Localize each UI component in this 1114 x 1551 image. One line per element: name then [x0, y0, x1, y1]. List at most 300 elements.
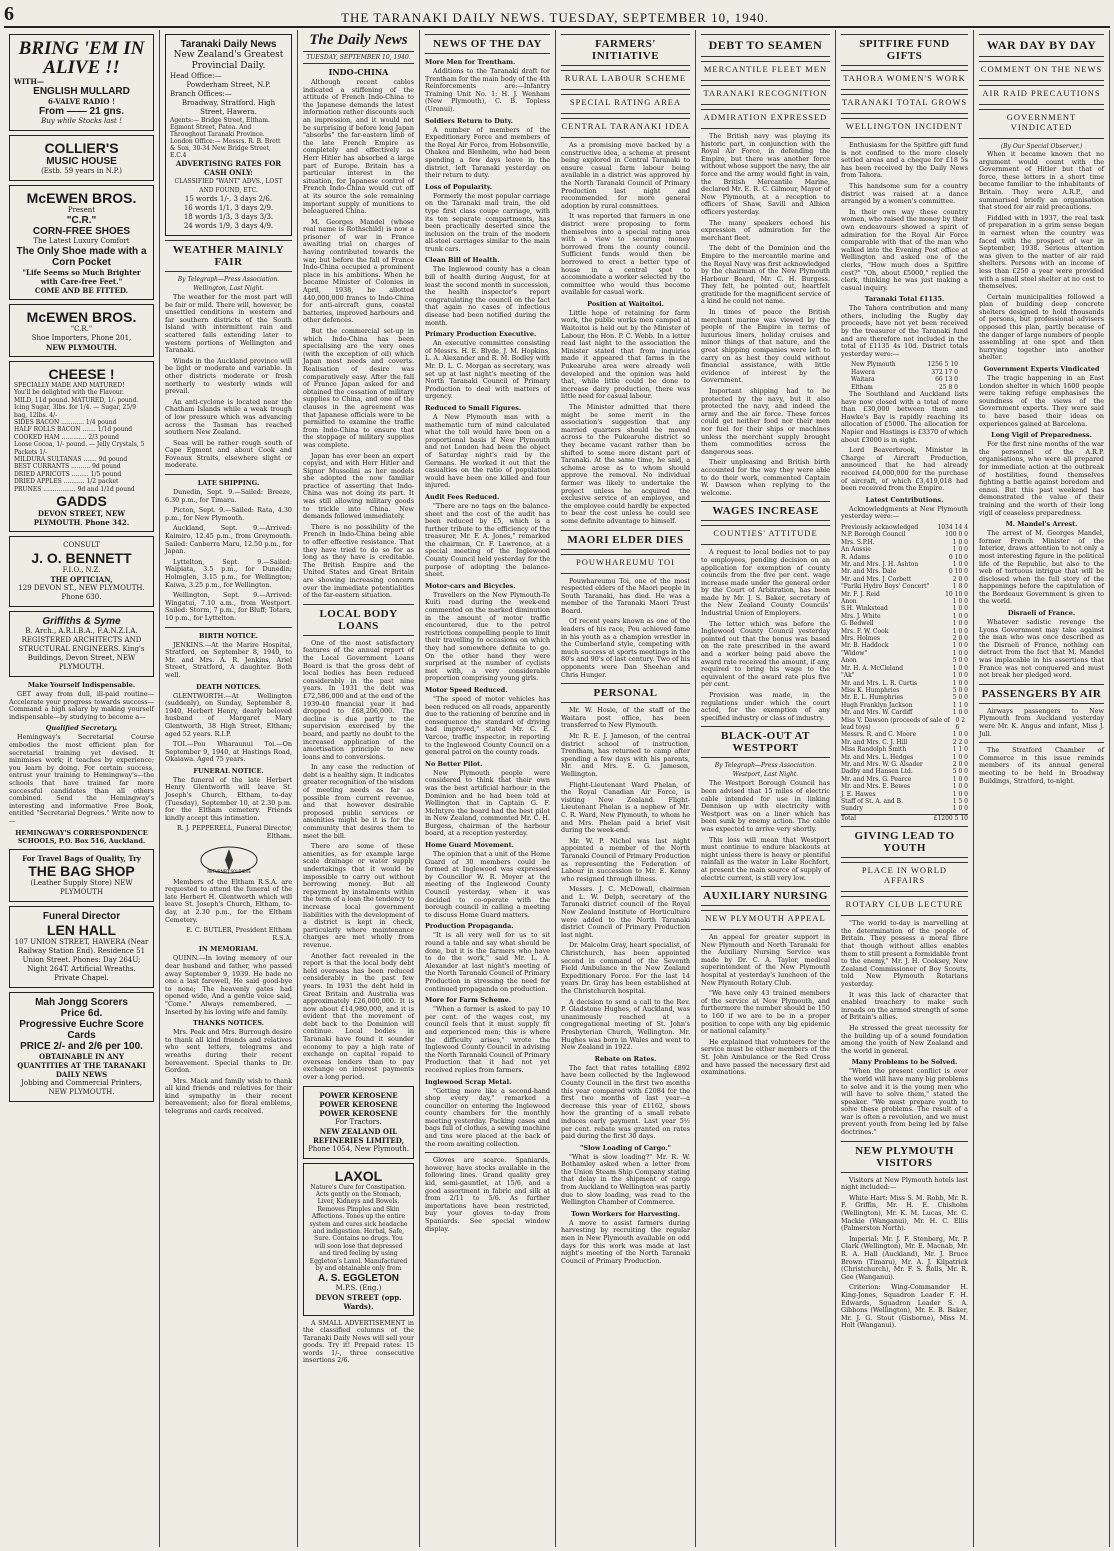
- editorial-date: TUESDAY, SEPTEMBER 10, 1940.: [303, 51, 414, 64]
- column-spitfire: [836, 30, 974, 1547]
- contribution-amount: 1 0 0: [952, 709, 968, 717]
- contribution-row: [841, 731, 968, 738]
- ad-mcewen2-cr: "C.R.": [70, 325, 93, 333]
- ad-bag-line1: For Travel Bags of Quality, Try: [22, 853, 141, 863]
- article-paragraph: Another fact revealed in the report is that the local body debt held overseas has been reduced considerably in the past few years. In 1931 the debt held in Great Britain and Australia was approximately £26,000,000. It is now about £14,980,000, and it is evident that the movement of debt back to the Dominion will continue. Local bodies in Taranaki have found it sounder economy to pay a high rate of exchange on capital repaid to overseas lenders than to pay exchange on interest payments over a long period.: [303, 951, 414, 1082]
- ad-cheese-line: Icing Sugar, 3lbs. for 1/4. — Sugar, 25/9 bag, 12lbs. 4/-: [14, 404, 137, 419]
- ad-bennett-address: 129 DEVON ST., NEW PLYMOUTH. Phone 630.: [18, 584, 145, 602]
- ad-bring-headline: BRING 'EM IN ALIVE !!: [18, 38, 145, 78]
- divider: [165, 627, 292, 628]
- article-paragraph: Auckland, Sept. 9.—Arrived: Kaimiro, 12.45 p.m., from Greymouth. Sailed: Canberra Maru, 12.50 p.m., for Japan.: [165, 524, 292, 556]
- contribution-amount: 5 0 0: [952, 768, 968, 776]
- article-paragraph: Seas will be rather rough south of Cape Egmont and about Cook and Foveaux Straits, elsewhere slight or moderate.: [165, 438, 292, 470]
- ad-bennett-consult: CONSULT: [63, 541, 100, 550]
- contribution-row: [841, 635, 968, 642]
- memoriam-notice: QUINN.—In loving memory of our dear husband and father, who passed away September 9, 1939. He bade no one a last farewell, He said good-bye to none; The heavenly gates had opened wide, And a gentle voice said, "Come." Always remembered. —Inserted by his loving wife and family.: [165, 954, 292, 1016]
- contribution-name: Mr. and Mrs. L. Hedges: [841, 753, 914, 761]
- contribution-row: [841, 650, 968, 657]
- contribution-amount: 5 0 0: [952, 686, 968, 694]
- ad-mcewen2-line: Shoe Importers, Phone 201,: [31, 334, 132, 342]
- ad-mcewen2-name: McEWEN BROS.: [26, 309, 137, 325]
- spitfire-totals-heading: Taranaki Total £1135.: [864, 295, 945, 304]
- article-paragraph: There are some of these amenities, as for example large scale drainage or water supply undertakings that it would be impossible to carry out without borrowing money. But all repayment by instalments within the term of a loan the tendency to increase local government liabilities with the development of a district is kept in check, particularly where maintenance charges are met wholly from revenue.: [303, 842, 414, 949]
- news-item: [425, 183, 550, 254]
- article-paragraph: Their unpleasing and British birth accounted for the way they were able to do their work, commented Captain W. Dawson when replying to the welcome.: [701, 458, 830, 497]
- rsa-emblem-icon: [199, 845, 259, 875]
- seamen-sub2: TARANAKI RECOGNITION: [701, 85, 830, 105]
- rebate-heading: Rebate on Rates.: [594, 1054, 657, 1063]
- contribution-name: Mr. and Mrs. C. J. Hill: [841, 738, 908, 746]
- ad-mcewen-present: Present: [67, 206, 96, 214]
- town-workers-heading: Town Workers for Harvesting.: [571, 1209, 680, 1218]
- contribution-row: [841, 561, 968, 568]
- contribution-name: Mr. and Mrs. J. Corbett: [841, 575, 912, 583]
- contributions-intro: Acknowledgments at New Plymouth yesterday were:—: [841, 504, 968, 521]
- war-byline: (By Our Special Observer.): [1000, 143, 1083, 150]
- contribution-amount: 1 0 0: [952, 790, 968, 798]
- blackout-dateline: Westport, Last Night.: [732, 771, 799, 779]
- article-paragraph: There is no possibility of the French in Indo-China being able to offer effective resistance. That they have tried to do so for as long as they have is creditable. The British Empire and the United States and Great Britain are showing increasing concern over the immediate potentialities of the far-eastern situation.: [303, 522, 414, 600]
- contribution-name: Mr. and Mrs. E. Bewes: [841, 783, 911, 791]
- news-item-body: Travellers on the New Plymouth-Te Kuiti road during the week-end commented on the marked diminution in the amount of motor traffic encountered, due to the petrol restrictions compelling people to limit their travelling to occasions on which they had somewhere definite to go. On the other hand they were surprised at the number of cyclists met with, a very considerable proportion comprising young girls.: [425, 590, 550, 683]
- article-paragraph: The debt of the Dominion and the Empire to the mercantile marine and the Royal Navy was first acknowledged by the chairman of the New Plymouth Harbour Board, Mr. C. H. Burgess. They felt, he pointed out, heartfelt gratitude for the magnificent service of a kind he could not name.: [701, 244, 830, 306]
- war-sub2: AIR RAID PRECAUTIONS: [979, 85, 1104, 105]
- news-item-head: Loss of Popularity.: [425, 182, 493, 191]
- contribution-total-row: [841, 815, 968, 822]
- ad-laxol-quals: M.P.S. (Eng.): [335, 1283, 382, 1292]
- ad-griffiths-lines: B. Arch., A.R.I.B.A., F.A.N.Z.I.A. REGISTERED ARCHITECTS AND STRUCTURAL ENGINEERS. King's Buildings, Devon Street, NEW PLYMOUTH.: [18, 627, 145, 672]
- news-item: [425, 404, 550, 490]
- ad-colliers-name: COLLIER'S: [44, 140, 119, 156]
- contributions-total: [841, 814, 968, 822]
- ad-taranaki-daily-news: [165, 34, 292, 236]
- contribution-row: [841, 583, 968, 590]
- news-item: [425, 256, 550, 327]
- visitors-heading: NEW PLYMOUTH VISITORS: [841, 1141, 968, 1173]
- tdn-head-office-addr: Powderham Street, N.P.: [186, 81, 271, 89]
- ad-cheese-gadds: [9, 361, 154, 532]
- article-paragraph: Little hope of retaining for farm work, the public works men camped at Waitoitoi is held out by the Minister of Labour, the Hon. P. C. Webb. In a letter read last night to the association the Minister stated that from inquiries made it appeared that farms in the Pukearuhe area were already well developed and the opinion was held that, while little could be done to increase dairy production, there was little need for casual labour.: [561, 308, 690, 401]
- problems-heading: Many Problems to be Solved.: [851, 1058, 958, 1067]
- news-item-head: Motor Speed Reduced.: [425, 685, 508, 694]
- contribution-amount: 2 0 0: [952, 635, 968, 643]
- seamen-heading: DEBT TO SEAMEN: [701, 34, 830, 57]
- ad-cheese-title: CHEESE !: [48, 366, 115, 382]
- ad-laxol-body: Nature's Cure for Constipation. Acts gently on the Stomach, Liver, Kidneys and Bowels. Removes Pimples and Skin Affections. Tones up the entire system and cures sick headache and indigestion. Herbal, Safe, Sure. Contains no drugs. You will soon lose that depressed and tired feeling by using Eggleton's Laxol. Manufactured by and obtainable only from: [309, 1183, 408, 1273]
- ad-bag-name: THE BAG SHOP: [28, 862, 135, 879]
- article-paragraph: This loss will mean that Westport must continue to endure blackouts at night unless there is heavy or plentiful rainfall as the water in Lake Rochfort, at present the main source of supply of electric current, is still very low.: [701, 835, 830, 882]
- ad-bennett-quals: F.I.O., N.Z.: [62, 566, 101, 575]
- local-body-loans-heading: LOCAL BODY LOANS: [303, 604, 414, 636]
- article-paragraph: Pouwhareumu Toi, one of the most respected elders of the Maori people in South Taranaki, has died. He was a member of the Taranaki Maori Trust Board.: [561, 576, 690, 615]
- contribution-name: S.H. Winkstead: [841, 605, 888, 613]
- ad-bag-line2: (Leather Supply Store) NEW PLYMOUTH: [30, 878, 133, 896]
- ad-mahjong-line2: Progressive Euchre Score Cards: [19, 1018, 144, 1041]
- vigil-heading: Long Vigil of Preparedness.: [991, 431, 1092, 440]
- page-number: 6: [4, 3, 14, 25]
- contribution-name: Miss V. Dawson (proceeds of sale of lead toys): [841, 716, 950, 731]
- contribution-name: Miss Randolph Smith: [841, 746, 907, 754]
- news-item: [425, 686, 550, 757]
- article-paragraph: One of the most satisfactory features of the annual report of the Local Government Loans Board is that the gross debt of local bodies has been reduced considerably in the past nine years. In 1931 the debt was £72,586,000 and at the end of the 1939-40 financial year it had dropped to £68,206,000. The decline is due partly to the supervision exercised by the board, and partly no doubt to the increased application of the amortisation principle to new loans and to conversions.: [303, 638, 414, 761]
- ad-len-hall: [9, 906, 154, 988]
- contribution-row: [841, 628, 968, 635]
- spitfire-sub2: TARANAKI TOTAL GROWS: [841, 94, 968, 114]
- column-war-day-by-day: [974, 30, 1110, 1547]
- contribution-row: [841, 665, 968, 672]
- column-seamen: [696, 30, 836, 1547]
- divider: [425, 1152, 550, 1153]
- contribution-amount: 1 0 0: [952, 561, 968, 568]
- contribution-row: [841, 739, 968, 746]
- news-item: [425, 922, 550, 993]
- seamen-sub1: MERCANTILE FLEET MEN: [701, 61, 830, 81]
- seamen-sub3: ADMIRATION EXPRESSED: [701, 109, 830, 129]
- article-paragraph: The Minister admitted that there might be some merit in the association's suggestion that any married quarters should be moved across to the Pukearuhe district so they became vacant rather than be shifted to some more distant part of Taranaki. At the same time, he said, a scheme arose as to whom should approve the removal. No individual farmer was likely to undertake the project unless he acquired the exclusive service of an employee, and the employee could hardly be expected to bear the cost unless he could see some definite advantage to himself.: [561, 403, 690, 525]
- giving-lead-sub2: ROTARY CLUB LECTURE: [841, 896, 968, 916]
- news-item-body: The Inglewood county has a clean bill of health during August, for at least the second month in succession, the health inspector's report congratulating the council on the fact that again no cases of infectious disease had been notified during the month.: [425, 265, 550, 327]
- rsa-emblem-label: RETURNED SOLDIERS: [206, 868, 251, 874]
- news-item-head: Clean Bill of Health.: [425, 256, 500, 265]
- contribution-row: [841, 717, 968, 732]
- ad-cheese-list: [14, 382, 149, 493]
- district-totals: [841, 361, 968, 391]
- contribution-name: "Ak": [841, 672, 855, 680]
- ad-kerosene-line: POWER KEROSENE: [319, 1099, 398, 1109]
- news-item-body: The opinion that a unit of the Home Guard of 30 members could be formed at Inglewood was expressed by Councillor W. R. Meyer at the meeting of the Inglewood County Council yesterday, when it was decided to co-operate with the borough council in calling a meeting to discuss Home Guard matters.: [425, 850, 550, 919]
- ad-bring-tagline: Buy while Stocks last !: [41, 117, 122, 125]
- contribution-amount: 1 0 0: [952, 538, 968, 546]
- article-paragraph: Picton, Sept. 9.—Sailed: Rata, 4.30 p.m., for New Plymouth.: [165, 506, 292, 522]
- contribution-amount: 1 0 0: [952, 775, 968, 783]
- article-paragraph: For the first nine months of the war the personnel of the A.R.P. organisations, who were all prepared for immediate action at the outbreak of hostilities, found themselves fighting a battle against boredom and ennui. But this past weekend has demonstrated the value of their training and the worth of their long vigil of ceaseless preparedness.: [979, 440, 1104, 517]
- ad-gadds-name: GADDS: [56, 493, 107, 510]
- weather-dateline: Wellington, Last Night.: [193, 285, 264, 292]
- article-paragraph: When it became known that no argument would count with the Government of Hitler but that of force, these letters in a short time became familiar to the inhabitants of Britain. They were A.R.P., and summarised briefly an organisation that stood for air raid precautions.: [979, 150, 1104, 212]
- contribution-name: Mrs. Holmes: [841, 635, 880, 643]
- ad-hemingway-qualified: Qualified Secretary.: [45, 724, 118, 733]
- contribution-name: "Widow": [841, 649, 868, 657]
- contribution-name: Mr. and Mrs. W. G. Alsader: [841, 760, 923, 768]
- article-paragraph: The Tahora contribution and many others, including the Rugby day proceeds, have not yet been received by the treasurer of the Taranaki fund and are therefore not included in the total of £1135 4s 10d. District totals yesterday were:—: [841, 304, 968, 358]
- ad-mahjong-price1: Price 6d.: [60, 1007, 103, 1019]
- contribution-amount: 5 0 0: [952, 694, 968, 702]
- news-item-body: "It is all very well for us to sit round a table and say what should be done, but it is the farmers who have to do the work," said Mr. L. A. Alexander at last night's meeting of the North Taranaki Council of Primary Production in stressing the need for continued propaganda on production.: [425, 931, 550, 993]
- contribution-amount: 1 0 0: [952, 620, 968, 628]
- contribution-total-label: Total: [841, 814, 857, 822]
- article-paragraph: Fiddled with in 1937, the real task of preparation in a grim sense began in earnest when the country was faced with the prospect of war in September, 1938. Serious attention was given to the matter of air raid shelters. Persons with an income of less than £250 a year were provided with a small steel shelter at no cost to themselves.: [979, 213, 1104, 291]
- ad-mcewen2-town: NEW PLYMOUTH.: [46, 343, 117, 352]
- contribution-name: R. Adams: [841, 553, 870, 561]
- spitfire-sub1: TAHORA WOMEN'S WORK: [841, 70, 968, 90]
- article-paragraph: "What is slow loading?" Mr. R. W. Bothamley asked when a letter from the Union Steam Ship Company stating that delay in the shipment of cargo from Auckland to Wellington was partly due to slow loading, was read to the Wellington Chamber of Commerce.: [561, 1152, 690, 1207]
- district-name: Eltham: [851, 383, 873, 391]
- farmers-sub2: SPECIAL RATING AREA: [561, 94, 690, 114]
- article-paragraph: The British navy was playing its historic part, in conjunction with the Royal Air Force, in defending the Empire, but there was another force without whose support the navy, the air force and the army would fight in vain, the British Mercantile Marine, declared Mr. E. R. C. Gilmour, Mayor of New Plymouth, at a reception to officers of Shaw, Savill and Albion officers yesterday.: [701, 132, 830, 216]
- tdn-name: Taranaki Daily News: [180, 39, 277, 50]
- funeral-director: R. J. PEPPERELL, Funeral Director, Eltham.: [176, 824, 292, 841]
- news-item: [425, 117, 550, 180]
- contribution-amount: 1 0 0: [952, 783, 968, 791]
- article-paragraph: It was reported that farmers in one district were proposing to form themselves into a special rating area with a view to securing money borrowed from the county council. Sufficient funds would then be borrowed to erect a better type of house in a central spot to accommodate a worker selected by the committee who would thus become available for casual work.: [561, 212, 690, 297]
- tdn-london: London Office:— Messrs. R. B. Brett & Son, 30-34 New Bridge Street, E.C.4: [170, 138, 281, 159]
- experts-heading: Government Experts Vindicated: [983, 365, 1100, 374]
- contribution-row: [841, 687, 968, 694]
- news-item-head: Soldiers Return to Duty.: [425, 116, 513, 125]
- giving-lead-heading: GIVING LEAD TO YOUTH: [841, 826, 968, 858]
- maori-elder-heading: MAORI ELDER DIES: [561, 530, 690, 550]
- contribution-name: Mr. and Mrs. Dale: [841, 568, 897, 576]
- article-paragraph: The arrest of M. Georges Mandel, former French Minister of the Interior, draws attention to not only a most interesting figure in the political life of the Republic, but also to the web of tortuous intrigue that will be disclosed when the full story of the happenings before the capitulation of the Bordeaux Government is given to the world.: [979, 529, 1104, 606]
- ad-cheese-line: PRUNES ................. 9d and 1/1d pound: [14, 485, 135, 493]
- contribution-name: Mrs. F. W. Cook: [841, 627, 889, 635]
- article-paragraph: This handsome sum for a country district was raised at a dance arranged by a women's committee.: [841, 181, 968, 206]
- news-item: [425, 330, 550, 401]
- slow-loading-heading: "Slow Loading of Cargo.": [579, 1143, 672, 1152]
- contribution-amount: 0 10 0: [948, 553, 968, 561]
- contribution-name: An Aussie: [841, 546, 871, 554]
- tdn-branch: Branch Offices:—: [170, 90, 232, 98]
- news-item-body: New Plymouth people were considered to think that their own was the best artificial harbour in the Dominion and he had been told at Wellington that in Captain G. F. McIntyre the board had the best pilot in New Zealand, commented Mr. C. H. Burgess, chairman of the harbour board, at a reception yesterday.: [425, 768, 550, 838]
- tdn-rates-sub: CLASSIFIED "WANT" ADVS., LOST AND FOUND, ETC.: [174, 178, 283, 194]
- article-paragraph: "When the present conflict is over the world will have many big problems to solve and it is the young men who will have to solve them," stated the speaker. "We must prepare youth to solve these problems. The result of a war is often a revolution, and we must prevent youth from being led by false doctrines.": [841, 1067, 968, 1137]
- article-paragraph: Visitors at New Plymouth hotels last night included:—: [841, 1175, 968, 1192]
- ad-bennett: [9, 536, 154, 607]
- news-item-head: Inglewood Scrap Metal.: [425, 1077, 512, 1086]
- contribution-amount: 2 0 0: [952, 575, 968, 583]
- news-item-body: "The speed of motor vehicles has been reduced on all roads, apparently due to the rationing of benzine and in consequence the standard of driving had improved," stated Mr. C. E. Varcoe, traffic inspector, in reporting to the Inglewood County Council on a general patrol on the county roads.: [425, 694, 550, 757]
- giving-lead-sub1: PLACE IN WORLD AFFAIRS: [841, 862, 968, 892]
- contributions-heading: Latest Contributions.: [865, 495, 944, 504]
- ad-kerosene: [303, 1086, 414, 1159]
- ad-hemingway-body: GET away from dull, ill-paid routine— Accelerate your progress towards success—Command a high salary by making yourself indispensable—by studying to become a—: [9, 690, 154, 721]
- district-name: Waitara: [851, 376, 875, 384]
- contribution-name: Mrs. J. White: [841, 612, 881, 620]
- tdn-rate: 15 words 1/-, 3 days 2/6.: [184, 195, 273, 203]
- contribution-row: [841, 546, 968, 553]
- contribution-amount: 2 2 0: [952, 738, 968, 746]
- article-paragraph: Although recent cables indicated a stiffening of the attitude of French Indo-China to the Japanese demands the latest information rather discounts such an impression, and it would not be surprising if before long Japan "absorbs" the far-eastern limb of the late French Empire as completely and effectively as Herr Hitler has absorbed a large part of Europe. Britain has a particular interest in the situation, for Japanese control of French Indo-China would cut off at its source the sole remaining important supply of munitions to beleaguered China.: [303, 78, 414, 216]
- masthead-title: THE TARANAKI DAILY NEWS. TUESDAY, SEPTEMBER 10, 1940.: [341, 10, 769, 25]
- memoriam-heading: IN MEMORIAM.: [198, 945, 259, 954]
- ad-cheese-line: DRIED APRICOTS ......... 1/5 pound: [14, 470, 122, 478]
- contribution-name: Mr. E. L. Humphries: [841, 694, 904, 702]
- contribution-name: "Pariki Hydro Boys' Concert": [841, 583, 930, 591]
- contribution-amount: 100 0 0: [945, 531, 968, 539]
- news-item-head: Home Guard Movement.: [425, 841, 514, 850]
- divider: [165, 474, 292, 475]
- passengers-heading: PASSENGERS BY AIR: [979, 684, 1104, 704]
- shipping-heading: LATE SHIPPING.: [197, 479, 260, 488]
- contribution-row: [841, 768, 968, 775]
- news-item: [425, 996, 550, 1074]
- ad-hemingway: [9, 681, 154, 845]
- news-item-body: A New Plymouth man with a mathematic turn of mind calculated what the toll would have been on a proportional basis if New Plymouth and not London had been the object of Saturday night's raid by the Germans. He worked it out that the casualties on the ratio of population would have been one killed and four injured.: [425, 412, 550, 490]
- contribution-amount: 1 1 0: [952, 746, 968, 754]
- news-item: [425, 493, 550, 579]
- ad-mahjong-price2: PRICE 2/- and 2/6 per 100.: [20, 1040, 143, 1052]
- contribution-row: [841, 657, 968, 664]
- birth-notice-heading: BIRTH NOTICE.: [199, 631, 258, 640]
- ad-cheese-line: DRIED APPLES ........... 1/2 packet: [14, 478, 119, 486]
- contribution-amount: 1 0 0: [952, 546, 968, 554]
- contribution-row: [841, 620, 968, 627]
- rsa-signature: E. C. BUTLER, President Eltham R.S.A.: [186, 926, 292, 942]
- contribution-amount: 1 0 0: [952, 598, 968, 606]
- divider: [979, 742, 1104, 743]
- farmers-sub3: CENTRAL TARANAKI IDEA: [561, 118, 690, 138]
- contribution-name: Mr. B. Haddock: [841, 642, 889, 650]
- district-total-row: [851, 361, 958, 368]
- editorial-logo: The Daily News: [309, 32, 408, 48]
- thanks-heading: THANKS NOTICES.: [193, 1019, 264, 1028]
- news-item-head: More for Farm Scheme.: [425, 996, 511, 1005]
- news-item-head: Motor-cars and Bicycles.: [425, 581, 516, 590]
- tdn-rate: 16 words 1/1, 3 days 2/9.: [183, 204, 274, 212]
- contribution-row: [841, 598, 968, 605]
- ad-bag-shop: [9, 849, 154, 902]
- contribution-amount: 1 0 0: [952, 642, 968, 650]
- column-editorial: [298, 30, 420, 1547]
- contribution-amount: 1 1 0: [952, 701, 968, 709]
- news-item: [425, 841, 550, 919]
- article-paragraph: But the commercial set-up in which Indo-China has been specialising are the very ones (with the exception of oil) which Japan most needs and coverts. Realisation of desire was comparatively easy. After the fall of France Japan asked for and obtained the cessation of military supplies to China, and one of the clauses in the agreement was that Japanese officials were to be permitted to examine the traffic from Indo-China to ensure that the stoppage of military supplies was complete.: [303, 327, 414, 449]
- ad-small-advertisement: A SMALL ADVERTISEMENT in the classified columns of the Taranaki Daily News will sell your goods. Try it! Prepaid rates: 15 words 1/-, three consecutive insertions 2/6.: [303, 1318, 414, 1365]
- ad-cheese-line: SIDES BACON ............ 1/4 pound: [14, 419, 117, 427]
- contribution-name: Anon: [841, 598, 857, 606]
- tdn-head-office: Head Office:—: [170, 72, 222, 80]
- contribution-amount: 1034 14 4: [937, 523, 968, 531]
- contribution-amount: 1 0 0: [952, 731, 968, 739]
- contribution-name: Miss K. Humphries: [841, 686, 900, 694]
- maori-elder-sub: POUWHAREUMU TOI: [561, 554, 690, 574]
- article-paragraph: Imperial: Mr. J. F. Stenberg, Mr. P. Clark (Wellington), Mr. E. Macnab, Mr. R. A. Hall (Auckland), Mr. J. Bruce Brown (Timaru), Mr. A. J. Kilpatrick (Christchurch), Mr. F. S. Rolls, Mr. R. Gee (Wanganui).: [841, 1234, 968, 1281]
- contribution-row: [841, 613, 968, 620]
- ad-laxol-maker: A. S. EGGLETON: [318, 1272, 399, 1284]
- ad-bennett-name: J. O. BENNETT: [31, 550, 132, 567]
- ad-lenhall-name: LEN HALL: [46, 921, 117, 938]
- news-of-day-heading: NEWS OF THE DAY: [425, 34, 550, 54]
- article-paragraph: Mr. W. Hosie, of the staff of the Waitara post office, has been transferred to New Plymouth.: [561, 706, 690, 730]
- contribution-row: [841, 680, 968, 687]
- mandel-heading: M. Mandel's Arrest.: [1005, 520, 1078, 529]
- birth-notice: JENKINS.—At the Marire Hospital, Stratford, on September 8, 1940, to Mr. and Mrs. A. R. Jenkins, Ariel Street, Stratford, A daughter. Both well.: [165, 640, 292, 679]
- tdn-rates-head: ADVERTISING RATES FOR CASH ONLY:: [175, 159, 282, 177]
- contribution-name: Hugh Franklyn Jackson: [841, 701, 913, 709]
- blackout-byline: By Telegraph—Press Association.: [714, 762, 817, 770]
- article-paragraph: It was this lack of character that enabled treachery to make such inroads on the armed strength of some of Britain's allies.: [841, 990, 968, 1022]
- district-total-row: [851, 369, 958, 376]
- article-paragraph: In their own way these country women, who raised the money by their own endeavours showed a spirit of admiration for the Royal Air Force comparable with that of the man who walked into the Evening Post office at Wellington and asked one of the clerks, "How much does a Spitfire cost?" "Oh, about £5000," replied the clerk, thinking he was just making a casual inquiry.: [841, 207, 968, 292]
- position-heading: Position at Waitoitoi.: [587, 299, 664, 308]
- ad-cheese-line: HALF ROLLS BACON ....... 1/1d pound: [14, 426, 133, 434]
- article-paragraph: An appeal for greater support in New Plymouth and North Taranaki for the Auxiliary Nursing Service was made by Dr. C. A. Taylor, medical superintendent of the New Plymouth hospital at yesterday's luncheon of the New Plymouth Rotary Club.: [701, 933, 830, 987]
- rsa-notice: Members of the Eltham R.S.A. are requested to attend the funeral of the late Herbert H. Glentworth which will leave St. Joseph's Church, Eltham, to-day, at 2.30 p.m., for the Eltham Cemetery.: [165, 877, 292, 924]
- contribution-name: Dadby and Hansen Ltd.: [841, 768, 913, 776]
- ad-mahjong-obtain: OBTAINABLE IN ANY QUANTITIES AT THE TARANAKI DAILY NEWS: [17, 1051, 146, 1079]
- contribution-row: [841, 805, 968, 812]
- article-paragraph: Airways passengers to New Plymouth from Auckland yesterday were Mr. K. Angus and infant, Miss J. Jull.: [979, 706, 1104, 738]
- article-paragraph: Provision was made, in the regulations under which the court acted, for the exemption of any specified industry or class of industry.: [701, 691, 830, 722]
- ad-colliers: [9, 135, 154, 181]
- ad-mcewen-corn-free: [9, 185, 154, 300]
- contribution-row: [841, 709, 968, 716]
- contribution-amount: 1 0 0: [952, 679, 968, 687]
- disraeli-heading: Disraeli of France.: [1007, 609, 1076, 618]
- article-paragraph: Dunedin, Sept. 9.—Sailed: Breeze, 6.30 p.m., for Timaru.: [165, 488, 292, 504]
- article-paragraph: Flight-Lieutenant Ward Phelan, of the Royal Canadian Air Force, is visiting New Zealand. Flight-Lieutenant Phelan is a nephew of Mr. C. R. Ward, New Plymouth, to whom he and Mrs. Phelan paid a brief visit during the week-end.: [561, 780, 690, 835]
- contribution-row: [841, 776, 968, 783]
- contribution-total-amount: £1200 5 10: [933, 814, 968, 822]
- contribution-name: Staff of St. A. and B.: [841, 798, 903, 805]
- news-item-head: No Better Pilot.: [425, 759, 483, 768]
- article-paragraph: A request to local bodies not to pay to employees, pending decision on an application for exemption of county councils from the five per cent. wage increase made under the general order by the Court of Arbitration, has been made by Mr. J. S. Baker, secretary of the New Zealand County Councils' Industrial Union of Employers.: [701, 548, 830, 618]
- ad-mahjong-line1: Mah Jongg Scorers: [35, 996, 128, 1008]
- ad-mcewen-cr: "C.R.": [66, 215, 97, 226]
- ad-hemingway-school: HEMINGWAY'S CORRESPONDENCE SCHOOLS, P.O. Box 516, Auckland.: [15, 828, 148, 845]
- war-sub3: GOVERNMENT VINDICATED: [979, 109, 1104, 139]
- contribution-amount: 1 0 0: [952, 672, 968, 680]
- ad-lenhall-lines: 107 UNION STREET, HAWERA (Near Railway Station End). Residence 51 Union Street. Phones: Day 264U; Night 264T. Artificial Wreaths. Private Chapel.: [14, 937, 149, 982]
- news-item-head: Production Propaganda.: [425, 922, 514, 931]
- masthead: [4, 4, 1110, 28]
- article-paragraph: Messrs. J. C. McDowall, chairman and L. W. Delph, secretary of the Taranaki district council of the Royal New Zealand Institute of Horticulture were added to the North Taranaki district Council of Primary Production last night.: [561, 885, 690, 939]
- article-paragraph: In times of peace the British merchant marine was viewed by the people of the Empire in terms of luxurious liners, holiday cruises and minor things of that nature, and the great shipping companies were left to carry on as best they could without financial assistance, with little evidence of interest by the Government.: [701, 308, 830, 385]
- ad-mahjong-printers: Jobbing and Commercial Printers, NEW PLYMOUTH.: [21, 1078, 142, 1096]
- contribution-amount: 1 8 0: [952, 583, 968, 591]
- ad-lenhall-title: Funeral Director: [42, 910, 121, 922]
- thanks-notice: Mrs. Peek and Mrs. Burrough desire to thank all kind friends and relatives who sent letters, telegrams and wreaths during their recent bereavement. Special thanks to Dr. Gordon.: [165, 1028, 292, 1075]
- ad-mcewen-headline: The Only Shoe made with a Corn Pocket: [16, 246, 147, 268]
- article-paragraph: The many speakers echoed his expression of admiration for the merchant fleet.: [701, 218, 830, 242]
- article-paragraph: Winds in the Auckland province will be light or moderate and variable. In other districts moderate or fresh northerly to westerly winds will prevail.: [165, 356, 292, 396]
- contribution-row: [841, 761, 968, 768]
- news-item-body: "There are no tags on the balance-sheet and the cost of the audit has been reduced by £5, which is a further tribute to the efficiency of the treasurer, Mr. F. A. Jones," remarked the chairman, Cr. F. Lawrence, at a special meeting of the Inglewood County Council held yesterday for the purpose of adopting the balance-sheet.: [425, 501, 550, 579]
- ad-kerosene-phone: Phone 1054, New Plymouth.: [308, 1144, 409, 1153]
- column-news-of-the-day: [420, 30, 556, 1547]
- article-paragraph: Dr. Malcolm Gray, heart specialist, of Christchurch, has been appointed second in command of the Seventh Field Ambulance in the New Zealand Expeditionary Force. For the last 14 years Dr. Gray has been established at the Christchurch hospital.: [561, 941, 690, 995]
- news-item-body: A number of members of the Expeditionary Force and members of the Royal Air Force, from Hobsonville, Ohakea and Blenheim, who had been spending a few days leave in the district, left Taranaki yesterday on their return to duty.: [425, 125, 550, 180]
- weather-heading: WEATHER MAINLY FAIR: [165, 240, 292, 272]
- ad-mcewen-cta: COME AND BE FITTED.: [34, 286, 129, 295]
- funeral-notice-heading: FUNERAL NOTICE.: [193, 766, 264, 775]
- article-paragraph: Whatever sadistic revenge the Lyons Government may take against the man who was once described as the Disraeli of France, nothing can detract from the fact that M. Mandel was implacable in his assertions that France was not conquered and must not break her pledged word.: [979, 618, 1104, 680]
- contribution-row: [841, 591, 968, 598]
- contribution-name: Mr. and Mrs. G. Pearce: [841, 775, 912, 783]
- news-item-body: Additions to the Taranaki draft for Trentham for the main body of the 4th Reinforcements are:—Infantry Training Unit No. 1: H. J. Wenham (New Plymouth), C. B. Topless (Urenui).: [425, 67, 550, 113]
- contribution-amount: 1 0 0: [952, 664, 968, 672]
- ad-cheese-line: You'll be delighted with the Flavour.: [14, 389, 124, 397]
- contribution-name: Mrs. S.P.H.: [841, 538, 875, 546]
- spitfire-heading: SPITFIRE FUND GIFTS: [841, 34, 968, 66]
- contribution-amount: 0 2 6: [955, 716, 966, 731]
- spitfire-sub3: WELLINGTON INCIDENT: [841, 118, 968, 138]
- article-paragraph: White Hart: Miss S. M. Robb, Mr. R. F. Griffin, Mr. H. E. Chisholm (Wellington), Mr. K. M. Lucas, Mr. C. Mackie (Wanganui), Mr. H. C. Ellis (Palmerston North).: [841, 1193, 968, 1233]
- article-paragraph: "We have only 43 trained members of the service at New Plymouth, and furthermore the number should be 150 to 160 if we are to be in a proper position to cope with any big epidemic or national calamity.": [701, 989, 830, 1036]
- article-paragraph: The weather for the most part will be fair or mild. There will, however, be unsettled conditions in western and far southern districts of the South Island with intermittent rain and scattered falls extending later to western portions of Wellington and Taranaki.: [165, 293, 292, 355]
- ad-hemingway-head: Make Yourself Indispensable.: [27, 681, 136, 690]
- news-item: [425, 582, 550, 683]
- ad-mcewen-importers: [9, 304, 154, 357]
- article-paragraph: An anti-cyclone is located near the Chatham Islands while a weak trough of low pressure which was advancing across the Tasman has reached southern New Zealand.: [165, 397, 292, 437]
- article-paragraph: The Stratford Chamber of Commerce in this issue reminds members of its annual general meeting to be held in Broadway Buildings, Stratford, to-night.: [979, 746, 1104, 785]
- ad-laxol-address: DEVON STREET (opp. Wards).: [315, 1292, 402, 1311]
- article-paragraph: In any case the reduction of debt is a healthy sign. It indicates greater recognition of the wisdom of meeting needs as far as possible from current revenue, and that however desirable proposed public services or amenities might be it is for the community that desires them to meet the bill.: [303, 763, 414, 840]
- death-notice: TOI.—Pou Wharaunui Toi.—On September 9, 1940, at Hastings Road, Okaiawa. Aged 75 years.: [165, 740, 292, 764]
- news-item-body: Formerly the most popular carriage on the Taranaki mail train, the old type first class coupe carriage, with its ten separate compartments, has been practically deserted since the inclusion on the train of the modern all-steel carriages similar to the main trunk cars.: [425, 191, 550, 253]
- ad-cheese-line: MILD, 11d pound. MATURED, 1/- pound.: [14, 396, 139, 404]
- contribution-row: [841, 791, 968, 798]
